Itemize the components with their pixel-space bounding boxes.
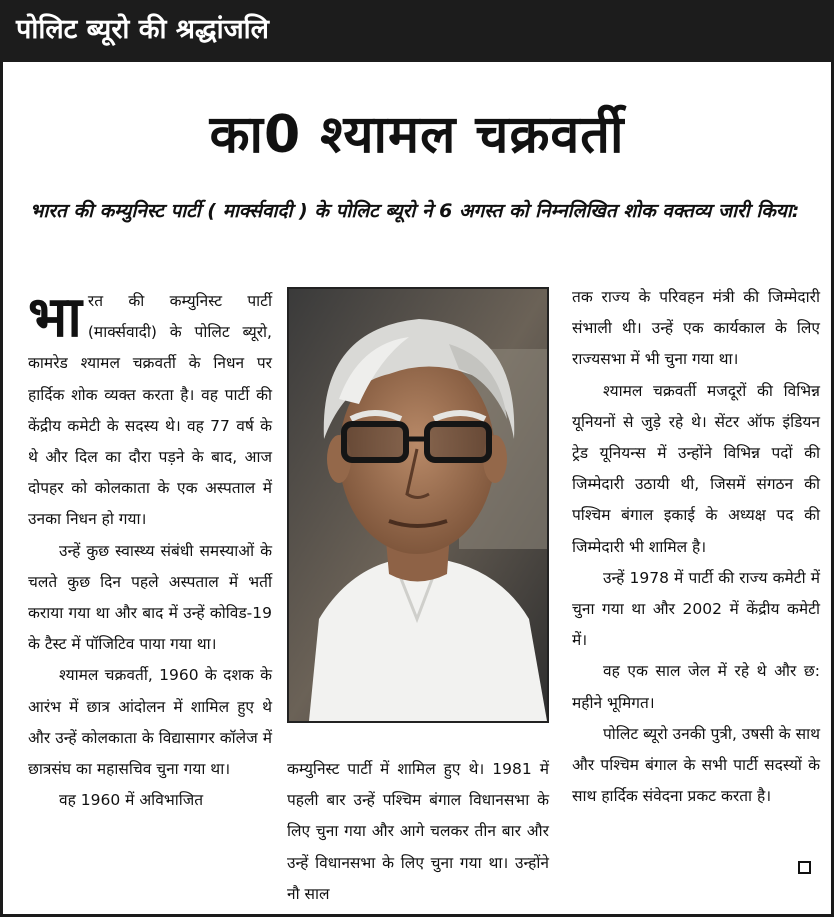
article-column-2 bbox=[287, 754, 549, 910]
section-header bbox=[0, 0, 834, 62]
portrait-photo bbox=[287, 287, 549, 723]
column1-paragraph-4: वह 1960 में अविभाजित bbox=[59, 791, 204, 810]
article-column-1 bbox=[28, 286, 272, 816]
intro-paragraph: भारत की कम्युनिस्ट पार्टी ( मार्क्सवादी ) के पोलिट ब्यूरो ने 6 अगस्त को निम्नलिखित शोक वक्तव्य जारी किया: bbox=[30, 200, 800, 222]
drop-cap: भा bbox=[28, 285, 82, 350]
column3-paragraph-5: पोलिट ब्यूरो उनकी पुत्री, उषसी के साथ और पश्चिम बंगाल के सभी पार्टी सदस्यों के साथ हार्दिक संवेदना प्रकट करता है। bbox=[572, 724, 820, 806]
column1-paragraph-2: उन्हें कुछ स्वास्थ्य संबंधी समस्याओं के चलते कुछ दिन पहले अस्पताल में भर्ती कराया गया था और बाद में उन्हें कोविड-19 के टैस्ट में पॉजिटिव पाया गया था। bbox=[28, 541, 272, 654]
headline: का0 श्यामल चक्रवर्ती bbox=[209, 105, 625, 165]
portrait-image bbox=[289, 289, 547, 721]
column3-paragraph-3: उन्हें 1978 में पार्टी की राज्य कमेटी में चुना गया था और 2002 में केंद्रीय कमेटी में। bbox=[572, 568, 820, 650]
end-of-article-mark bbox=[798, 861, 811, 874]
column3-paragraph-2: श्यामल चक्रवर्ती मजदूरों की विभिन्न यूनियनों से जुड़े रहे थे। सेंटर ऑफ इंडियन ट्रेड यूनियन्स में उन्होंने विभिन्न पदों की जिम्मेदारी उठायी थी, जिसमें संगठन की पश्चिम बंगाल इकाई के अध्यक्ष पद की जिम्मेदारी भी शामिल है। bbox=[572, 381, 820, 556]
column3-paragraph-4: वह एक साल जेल में रहे थे और छ: महीने भूमिगत। bbox=[572, 662, 820, 712]
column1-paragraph-1 bbox=[28, 286, 272, 536]
column1-paragraph-1-text: रत की कम्युनिस्ट पार्टी (मार्क्सवादी) के पोलिट ब्यूरो, कामरेड श्यामल चक्रवर्ती के निधन पर हार्दिक शोक व्यक्त करता है। वह पार्टी की केंद्रीय कमेटी के सदस्य थे। वह 77 वर्ष के थे और दिल का दौरा पड़ने के बाद, आज दोपहर को कोलकाता के एक अस्पताल में उनका निधन हो गया। bbox=[28, 292, 272, 529]
column2-paragraph-1: कम्युनिस्ट पार्टी में शामिल हुए थे। 1981 में पहली बार उन्हें पश्चिम बंगाल विधानसभा के लिए चुना गया और आगे चलकर तीन बार और उन्हें विधानसभा के लिए चुना गया था। उन्होंने नौ साल bbox=[287, 760, 549, 903]
article-column-3 bbox=[572, 282, 820, 812]
column1-paragraph-3: श्यामल चक्रवर्ती, 1960 के दशक के आरंभ में छात्र आंदोलन में शामिल हुए थे और उन्हें कोलकाता के विद्यासागर कॉलेज में छात्रसंघ का महासचिव चुना गया था। bbox=[28, 666, 272, 779]
section-header-text: पोलिट ब्यूरो की श्रद्धांजलि bbox=[16, 14, 269, 45]
column3-paragraph-1: तक राज्य के परिवहन मंत्री की जिम्मेदारी संभाली थी। उन्हें एक कार्यकाल के लिए राज्यसभा में भी चुना गया था। bbox=[572, 288, 820, 369]
